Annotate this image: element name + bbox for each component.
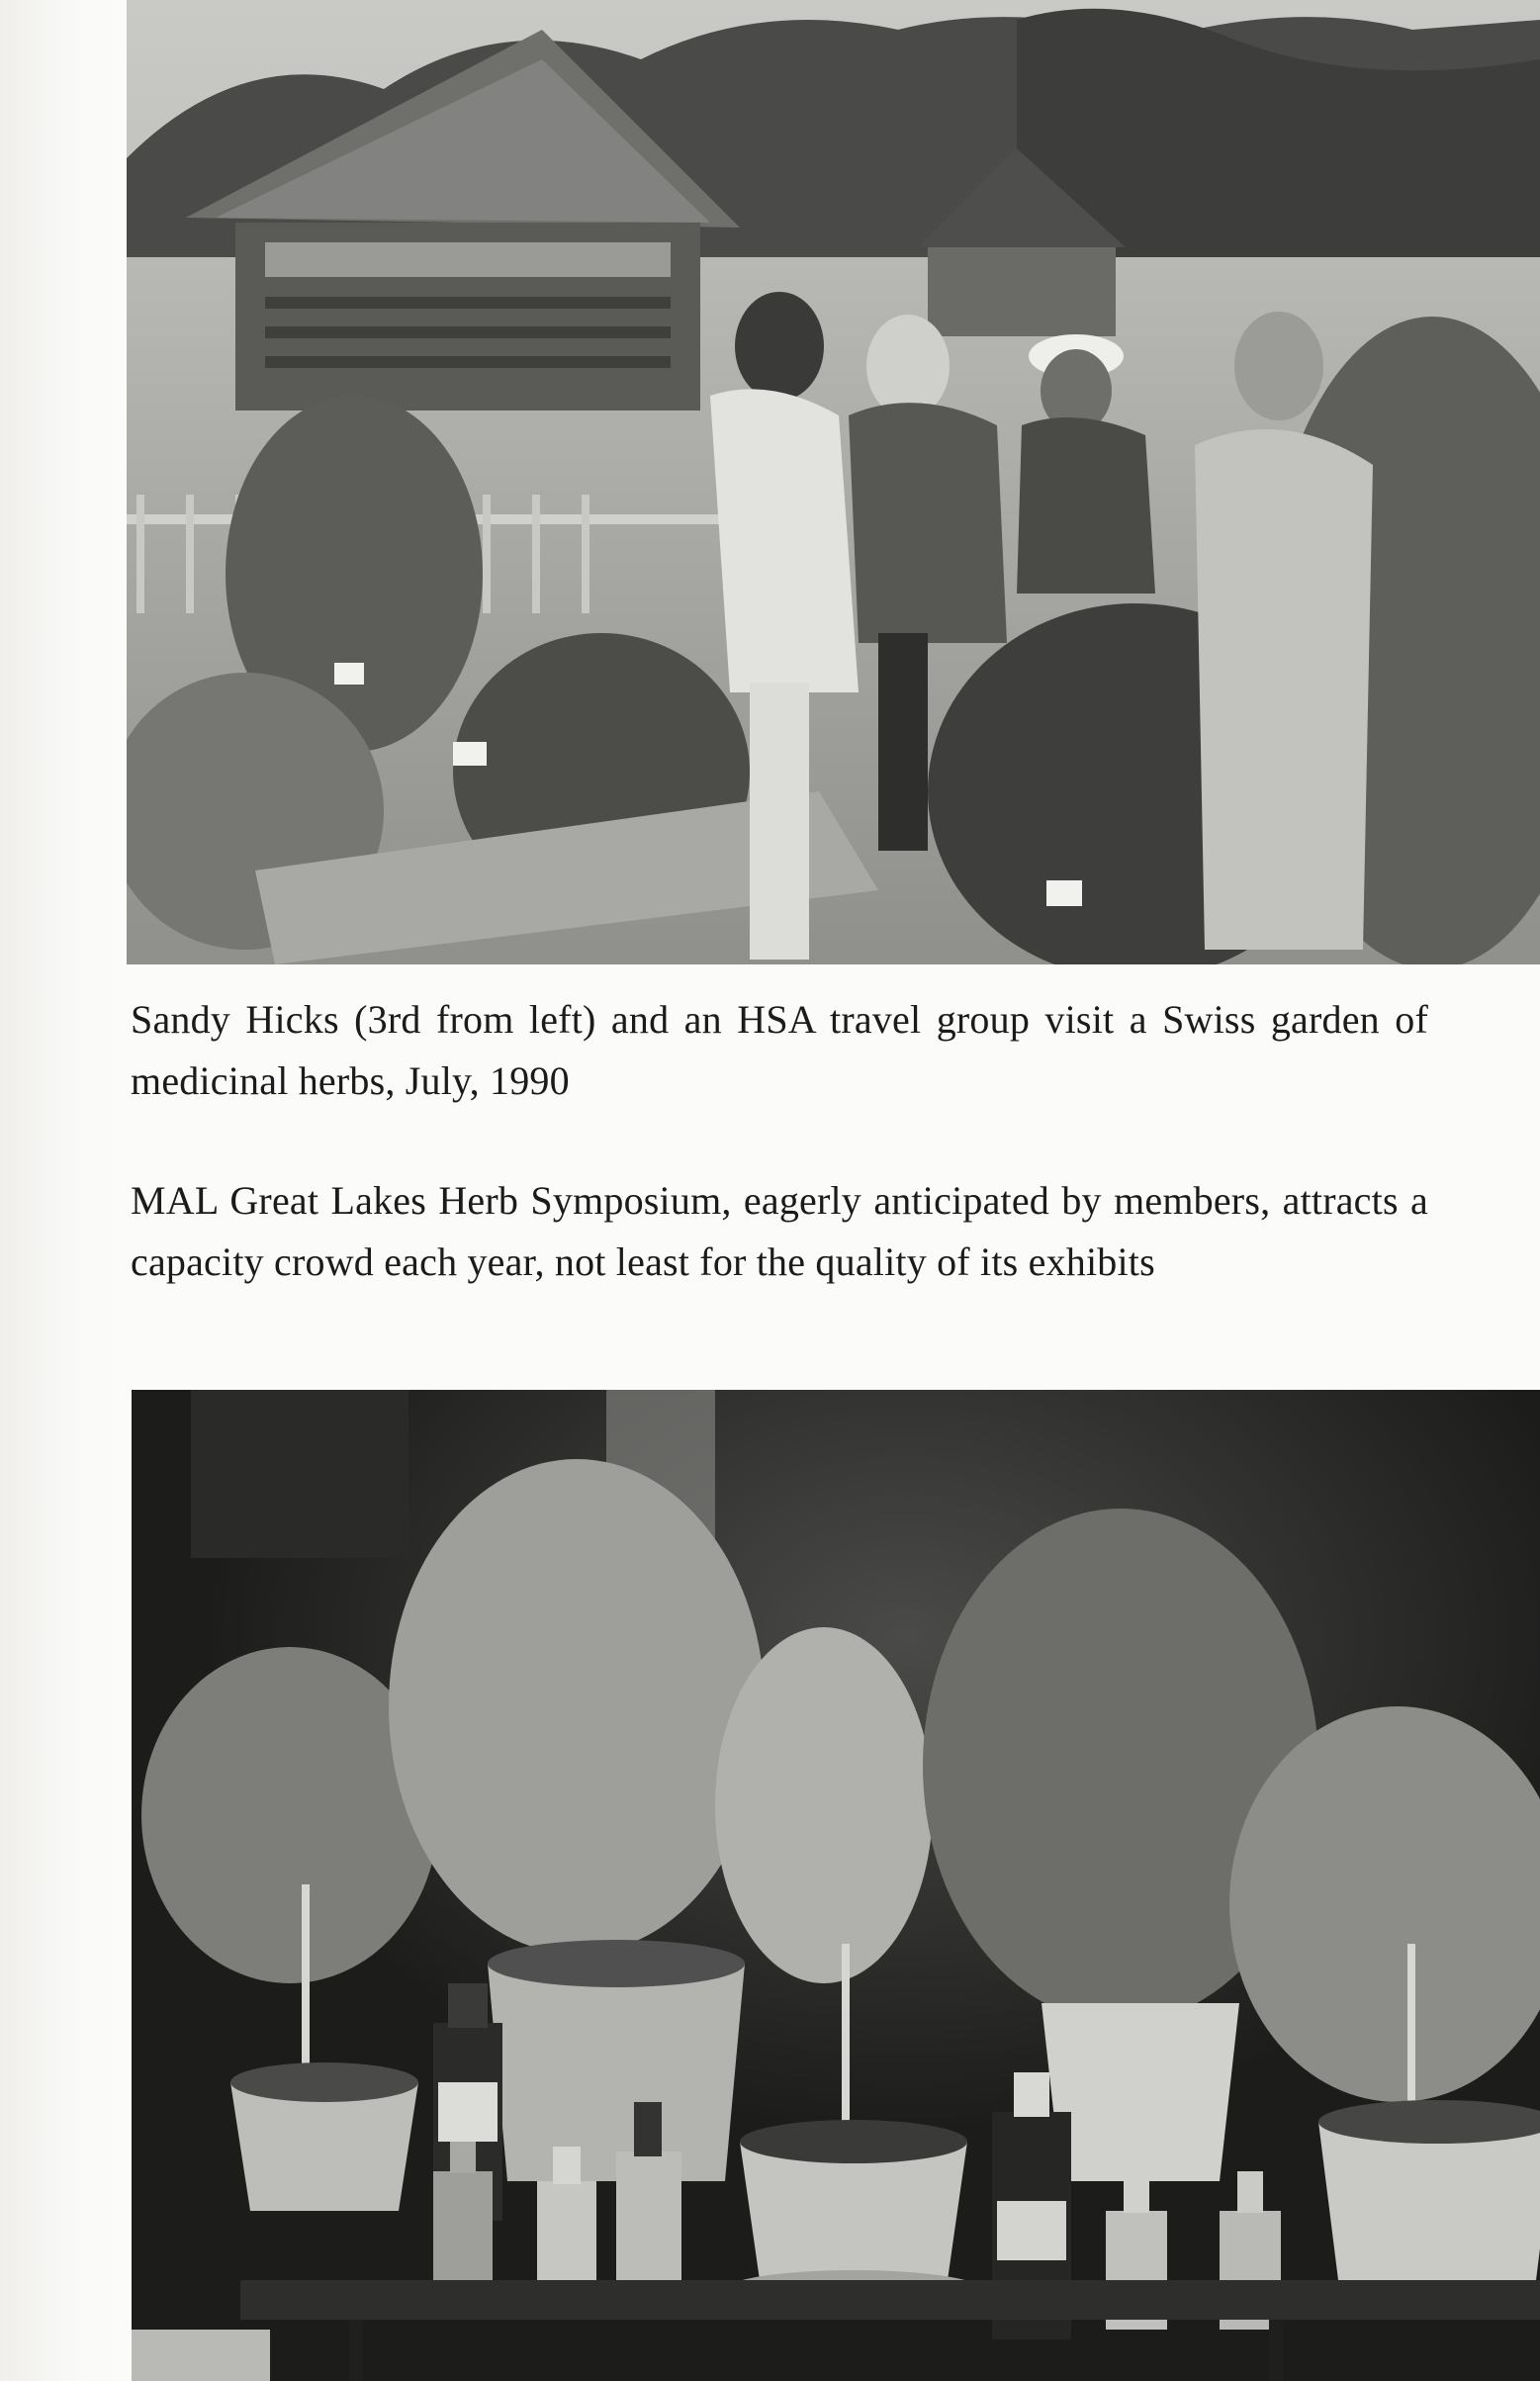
herb-exhibit-illustration	[132, 1390, 1540, 2381]
caption-herb-symposium: MAL Great Lakes Herb Symposium, eagerly anticipated by members, attracts a capacity crowd each year, not least for the quality of its exhibits	[131, 1178, 1428, 1284]
caption-swiss-garden: Sandy Hicks (3rd from left) and an HSA travel group visit a Swiss garden of medicinal herbs, July, 1990	[131, 997, 1428, 1103]
photo-swiss-herb-garden	[127, 0, 1540, 964]
photo-herb-symposium-exhibit	[132, 1390, 1540, 2381]
swiss-garden-illustration	[127, 0, 1540, 964]
page-gutter-shadow	[0, 0, 129, 2381]
